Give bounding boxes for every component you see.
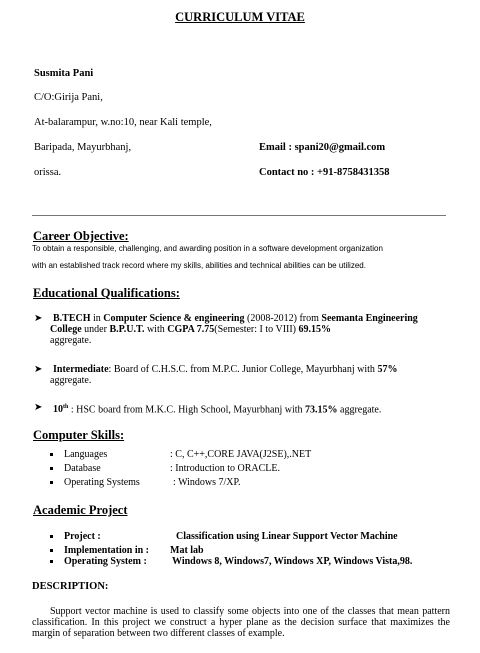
- skill-item: Languages: [50, 449, 107, 460]
- arrow-bullet-icon: ➤: [34, 313, 43, 324]
- email: Email : spani20@gmail.com: [259, 142, 386, 153]
- address-line: orissa.: [34, 167, 62, 178]
- career-text: To obtain a responsible, challenging, and awarding position in a software development organization: [32, 244, 383, 253]
- career-heading: Career Objective:: [33, 229, 129, 243]
- project-item: Implementation in :: [50, 545, 149, 556]
- intermediate-text: Intermediate: Board of C.H.S.C. from M.P.C. Junior College, Mayurbhanj with 57% aggregate.: [50, 364, 398, 386]
- project-value: Classification using Linear Support Vector Machine: [176, 531, 398, 542]
- career-text: with an established track record where my skills, abilities and technical abilities can be utilized.: [32, 261, 366, 270]
- bullet-icon: [50, 453, 53, 456]
- bullet-icon: [50, 535, 53, 538]
- skill-value: : Introduction to ORACLE.: [170, 463, 280, 474]
- arrow-bullet-icon: ➤: [34, 402, 43, 413]
- skills-heading: Computer Skills:: [33, 428, 125, 442]
- project-value: Windows 8, Windows7, Windows XP, Windows Vista,98.: [172, 556, 413, 567]
- arrow-bullet-icon: ➤: [34, 364, 43, 375]
- skill-value: : Windows 7/XP.: [173, 477, 241, 488]
- description-heading: DESCRIPTION:: [32, 581, 109, 592]
- contact-number: Contact no : +91-8758431358: [259, 167, 390, 178]
- candidate-name: Susmita Pani: [34, 68, 94, 79]
- bullet-icon: [50, 560, 53, 563]
- project-item: Operating System :: [50, 556, 147, 567]
- btech-text: B.TECH in Computer Science & engineering (2008-2012) from Seemanta Engineering College under B.P.U.T. with CGPA 7.75(Semester: I to VIII) 69.15% aggregate.: [50, 313, 418, 346]
- project-value: Mat lab: [170, 545, 204, 556]
- description-text: Support vector machine is used to classify some objects into one of the classes that mean pattern classification. In this project we construct a hyper plane as the decision surface that maximizes the margin of separation between two different classes of example.: [32, 606, 450, 639]
- bullet-icon: [50, 467, 53, 470]
- skill-value: : C, C++,CORE JAVA(J2SE),.NET: [170, 449, 312, 460]
- document-title: CURRICULUM VITAE: [175, 10, 305, 24]
- skill-item: Operating Systems: [50, 477, 140, 488]
- address-line: Baripada, Mayurbhanj,: [34, 142, 132, 153]
- skill-item: Database: [50, 463, 101, 474]
- project-heading: Academic Project: [33, 503, 128, 517]
- education-heading: Educational Qualifications:: [33, 286, 180, 300]
- address-line: C/O:Girija Pani,: [34, 92, 103, 103]
- address-line: At-balarampur, w.no:10, near Kali temple,: [34, 117, 212, 128]
- bullet-icon: [50, 549, 53, 552]
- tenth-text: 10th : HSC board from M.K.C. High School, Mayurbhanj with 73.15% aggregate.: [53, 404, 382, 416]
- divider: [32, 215, 446, 216]
- project-item: Project :: [50, 531, 101, 542]
- bullet-icon: [50, 481, 53, 484]
